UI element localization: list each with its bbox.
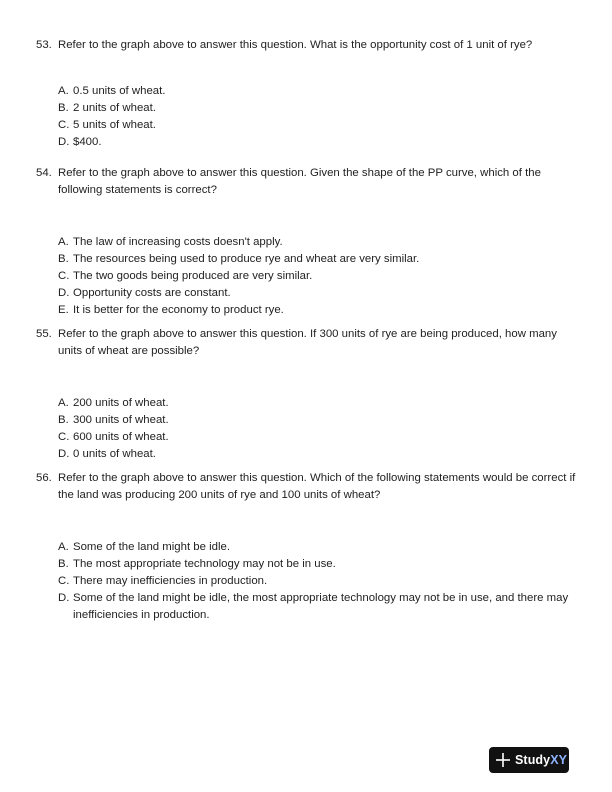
option-text: $400. [73,136,102,148]
option-text: 5 units of wheat. [73,119,156,131]
option-letter: C. [58,119,70,131]
question-number: 55. [36,328,52,340]
option-letter: B. [58,414,69,426]
answer-options [36,395,576,463]
option-text: 0.5 units of wheat. [73,85,166,97]
question-55 [36,326,576,463]
answer-option [58,234,576,251]
option-letter: A. [58,397,69,409]
option-text: The law of increasing costs doesn't apply. [73,236,283,248]
question-53 [36,37,576,151]
answer-option [58,556,576,573]
answer-option [58,268,576,285]
option-text: There may inefficiencies in production. [73,575,268,587]
option-letter: D. [58,136,70,148]
option-letter: B. [58,102,69,114]
question-text: Refer to the graph above to answer this question. If 300 units of rye are being produced, how many units of wheat are possible? [58,328,557,357]
option-text: 600 units of wheat. [73,431,169,443]
option-text: The resources being used to produce rye and wheat are very similar. [73,253,420,265]
answer-option [58,429,576,446]
answer-option [58,446,576,463]
option-letter: D. [58,287,70,299]
question-number: 53. [36,39,52,51]
answer-option [58,573,576,590]
answer-options [36,83,576,151]
logo-text [515,752,567,769]
option-text: Opportunity costs are constant. [73,287,231,299]
answer-option [58,590,576,624]
option-letter: C. [58,431,70,443]
question-text: Refer to the graph above to answer this question. What is the opportunity cost of 1 unit of rye? [58,39,533,51]
option-text: Some of the land might be idle. [73,541,231,553]
answer-options [36,539,576,624]
answer-option [58,134,576,151]
option-letter: E. [58,304,69,316]
option-text: Some of the land might be idle, the most appropriate technology may not be in use, and there may inefficiencies in production. [73,592,569,621]
logo-text-accent: XY [550,752,568,767]
question-text: Refer to the graph above to answer this question. Given the shape of the PP curve, which of the following statements is correct? [58,167,541,196]
question-number: 54. [36,167,52,179]
answer-option [58,285,576,302]
option-letter: A. [58,85,69,97]
answer-option [58,302,576,319]
option-text: 300 units of wheat. [73,414,169,426]
option-text: 2 units of wheat. [73,102,156,114]
question-stem [36,165,576,199]
option-text: 200 units of wheat. [73,397,169,409]
option-letter: A. [58,236,69,248]
option-letter: D. [58,448,70,460]
option-text: The most appropriate technology may not be in use. [73,558,336,570]
question-56 [36,470,576,624]
question-stem [36,470,576,504]
answer-option [58,539,576,556]
option-text: 0 units of wheat. [73,448,156,460]
option-text: It is better for the economy to product rye. [73,304,284,316]
answer-option [58,100,576,117]
option-letter: B. [58,558,69,570]
question-stem [36,37,576,54]
answer-option [58,83,576,100]
question-54 [36,165,576,319]
question-stem [36,326,576,360]
studyxy-logo[interactable] [489,747,569,773]
question-text: Refer to the graph above to answer this question. Which of the following statements would be correct if the land was producing 200 units of rye and 100 units of wheat? [58,472,576,501]
plus-icon [496,753,510,767]
option-letter: C. [58,575,70,587]
answer-option [58,251,576,268]
answer-option [58,412,576,429]
option-letter: D. [58,592,70,604]
logo-text-main: Study [515,752,551,767]
option-letter: B. [58,253,69,265]
answer-option [58,395,576,412]
option-letter: A. [58,541,69,553]
answer-option [58,117,576,134]
question-number: 56. [36,472,52,484]
option-letter: C. [58,270,70,282]
option-text: The two goods being produced are very similar. [73,270,313,282]
answer-options [36,234,576,319]
